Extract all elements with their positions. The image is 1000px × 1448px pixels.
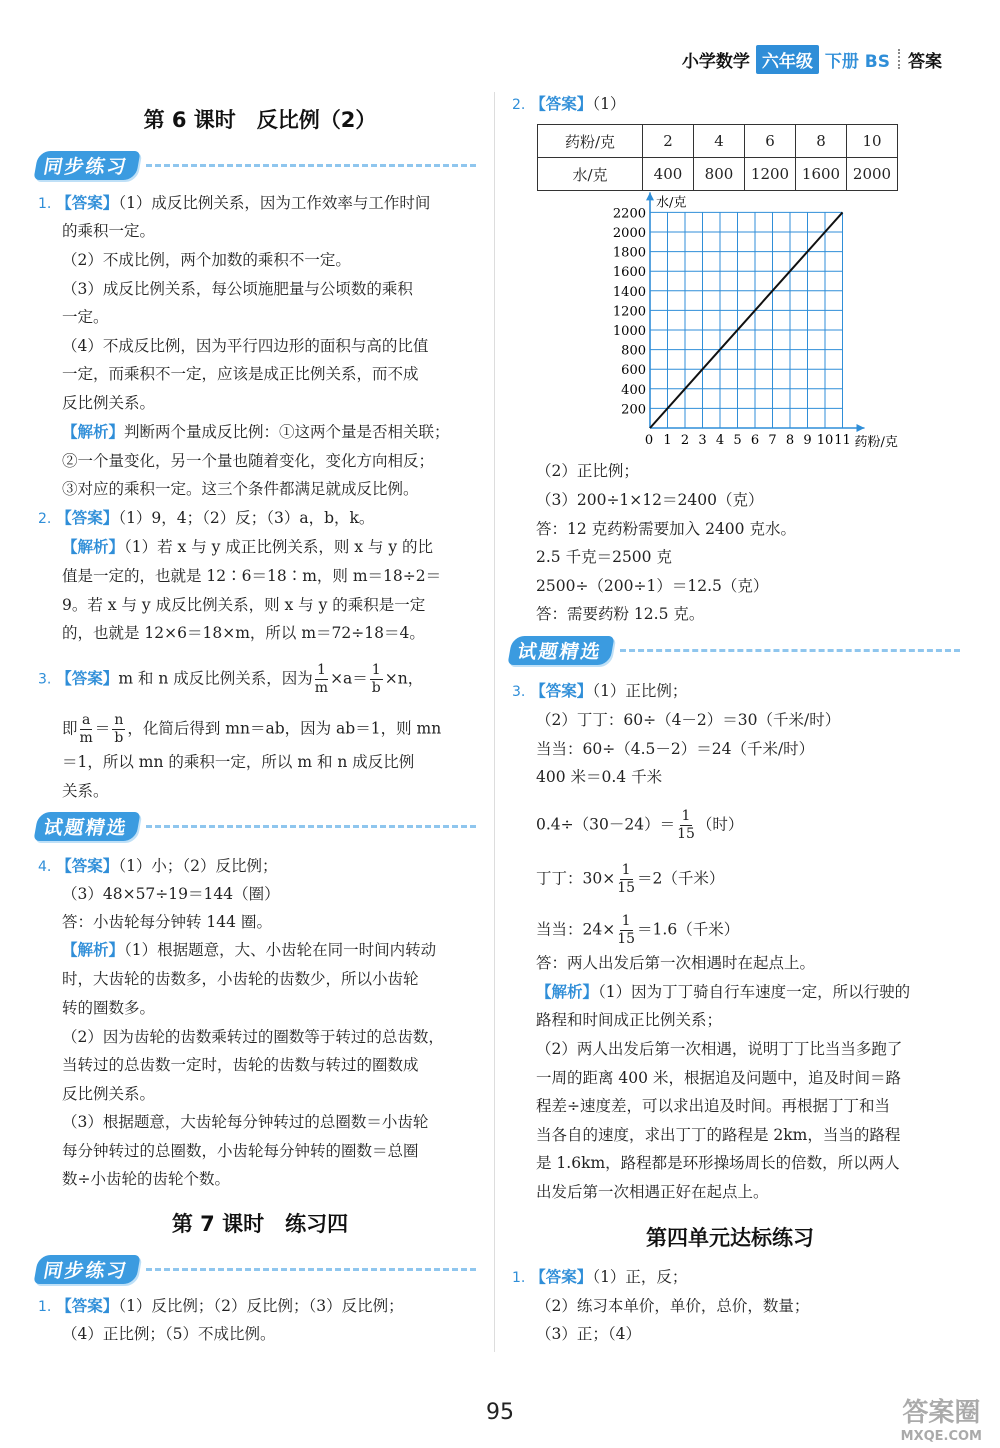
y-tick-label: 1000: [612, 324, 646, 339]
x-tick-label: 4: [715, 433, 725, 448]
header-subject: 小学数学: [681, 51, 750, 72]
watermark: [901, 1392, 982, 1444]
text-line: ＝: [94, 719, 111, 738]
banner-label: 试题精选: [507, 636, 614, 665]
fraction: [370, 662, 383, 697]
table-cell: 800: [694, 158, 745, 191]
fraction: [80, 712, 93, 747]
text-line: ＝1，所以 mn 的乘积一定，所以 m 和 n 成反比例: [62, 753, 415, 771]
text-line: 每分钟转过的总圈数，小齿轮每分钟转的圈数＝总圈: [62, 1142, 419, 1160]
text-line: 关系。: [62, 782, 109, 800]
q2-analysis-line: [62, 537, 433, 557]
y-tick-label: 600: [621, 363, 646, 379]
text-line: 转的圈数多。: [62, 999, 156, 1017]
question-number: 2.: [38, 511, 52, 527]
text-line: ，化简后得到 mn＝ab，因为 ab＝1，则 mn: [127, 719, 442, 738]
lesson7-title: 第 7 课时 练习四: [171, 1212, 349, 1236]
q3-answer-line: [38, 662, 423, 697]
page-header: [682, 44, 942, 74]
y-tick-label: 200: [621, 402, 646, 418]
q1-analysis-line: [62, 422, 450, 442]
text-line: 是 1.6km，路程都是环形操场周长的倍数，所以两人: [536, 1154, 900, 1172]
text-line: （1）成反比例关系，因为工作效率与工作时间: [118, 194, 431, 212]
fraction: [617, 862, 635, 897]
text-line: 9。若 x 与 y 成反比例关系，则 x 与 y 的乘积是一定: [62, 596, 426, 614]
text-line: 的，也就是 12×6＝18×m，所以 m＝72÷18＝4。: [62, 624, 425, 642]
text-line: m 和 n 成反比例关系，因为: [118, 669, 313, 688]
text-line: 2.5 千克＝2500 克: [536, 548, 672, 566]
right-q3-line-7: [536, 913, 739, 948]
answer-tag: 【答案】: [56, 193, 119, 212]
x-tick-label: 7: [768, 433, 777, 448]
text-line: 当当：24×: [536, 920, 616, 939]
page-number: 95: [486, 1400, 514, 1425]
answer-tag: 【答案】: [530, 94, 593, 113]
y-tick-label: 2200: [612, 206, 646, 222]
text-line: 当转过的总齿数一定时，齿轮的齿数与转过的圈数成: [62, 1056, 419, 1074]
q1-answer-line: [38, 193, 430, 214]
banner-label: 同步练习: [33, 1255, 140, 1284]
x-tick-label: 10: [816, 433, 834, 448]
text-line: （1）正，反；: [592, 1268, 688, 1286]
q4-answer-line: [38, 856, 278, 877]
table-row: [538, 158, 898, 191]
lesson6-title: 第 6 课时 反比例（2）: [143, 108, 377, 132]
x-tick-label: 6: [750, 433, 760, 448]
text-line: （2）因为齿轮的齿数乘转过的圈数等于转过的总齿数，: [62, 1028, 444, 1046]
x-tick-label: 5: [733, 433, 742, 448]
analysis-tag: 【解析】: [62, 537, 125, 556]
answer-tag: 【答案】: [56, 856, 119, 875]
text-line: 答：两人出发后第一次相遇时在起点上。: [536, 954, 816, 972]
denominator: m: [79, 730, 93, 746]
analysis-tag: 【解析】: [62, 940, 125, 959]
text-line: 反比例关系。: [62, 1085, 156, 1103]
text-line: （3）200÷1×12＝2400（克）: [536, 491, 764, 509]
text-line: ＝2（千米）: [637, 869, 725, 888]
unit-title: 第四单元达标练习: [646, 1226, 814, 1250]
table-cell: 400: [643, 158, 694, 191]
text-line: （1）反比例；（2）反比例；（3）反比例；: [118, 1297, 404, 1315]
header-volume: 下册 BS: [824, 51, 890, 72]
text-line: 400 米＝0.4 千米: [536, 768, 663, 786]
right-q3-line-6: [536, 862, 724, 897]
text-line: ＝1.6（千米）: [637, 920, 740, 939]
text-line: 2500÷（200÷1）＝12.5（克）: [536, 577, 769, 595]
numerator: 1: [681, 808, 691, 824]
y-tick-label: 800: [621, 343, 646, 359]
text-line: （2）正比例；: [536, 462, 639, 480]
x-tick-label: 0: [644, 433, 654, 448]
text-line: 丁丁：30×: [536, 869, 616, 888]
denominator: b: [371, 680, 381, 696]
text-line: 判断两个量成反比例：①这两个量是否相关联；: [124, 423, 450, 441]
question-number: 4.: [38, 859, 52, 875]
answer-tag: 【答案】: [530, 681, 593, 700]
right-unit-q1-answer-line: [512, 1267, 687, 1288]
text-line: 数÷小齿轮的齿轮个数。: [62, 1170, 230, 1188]
numerator: 1: [621, 913, 631, 929]
text-line: 当当：60÷（4.5－2）＝24（千米/时）: [536, 740, 815, 758]
analysis-tag: 【解析】: [62, 422, 125, 441]
text-line: （1）若 x 与 y 成正比例关系，则 x 与 y 的比: [124, 538, 434, 556]
x-tick-label: 9: [803, 433, 812, 448]
table-cell: 2: [643, 125, 694, 158]
text-line: 答：12 克药粉需要加入 2400 克水。: [536, 520, 796, 538]
header-grade-badge: 六年级: [756, 45, 819, 74]
fraction: [617, 913, 635, 948]
text-line: 的乘积一定。: [62, 222, 156, 240]
text-line: 一周的距离 400 米，根据追及问题中，追及时间＝路: [536, 1069, 901, 1087]
text-line: （2）练习本单价，单价，总价，数量；: [536, 1297, 810, 1315]
x-tick-label: 3: [698, 433, 707, 448]
section-banner-sync-2: [36, 1254, 476, 1284]
text-line: （4）正比例；（5）不成比例。: [62, 1325, 276, 1343]
text-line: 值是一定的，也就是 12∶6＝18∶m，则 m＝18÷2＝: [62, 567, 442, 585]
text-line: （1）9，4；（2）反；（3）a，b，k。: [118, 509, 375, 527]
banner-dash: [146, 164, 476, 167]
table-cell: 4: [694, 125, 745, 158]
text-line: （1）根据题意，大、小齿轮在同一时间内转动: [124, 941, 437, 959]
text-line: 当各自的速度，求出丁丁的路程是 2km，当当的路程: [536, 1126, 901, 1144]
table-cell: 10: [847, 125, 898, 158]
watermark-text: 答案圈: [902, 1398, 981, 1428]
series-line: [650, 212, 843, 428]
table-cell: 1600: [796, 158, 847, 191]
table-cell: 2000: [847, 158, 898, 191]
text-line: （3）48×57÷19＝144（圈）: [62, 885, 280, 903]
y-tick-label: 400: [621, 382, 646, 398]
watermark-url: MXQE.COM: [900, 1429, 982, 1444]
text-line: ×n，: [384, 669, 424, 688]
column-divider: [494, 92, 495, 1352]
numerator: 1: [371, 662, 381, 678]
text-line: 0.4÷（30－24）＝: [536, 815, 676, 834]
numerator: n: [114, 712, 124, 728]
section-banner-select-right: [510, 635, 960, 665]
table-cell: 1200: [745, 158, 796, 191]
text-line: 时，大齿轮的齿数多，小齿轮的齿数少，所以小齿轮: [62, 970, 419, 988]
answer-tag: 【答案】: [530, 1267, 593, 1286]
text-line: （3）正；（4）: [536, 1325, 641, 1343]
text-line: 程差÷速度差，可以求出追及时间。再根据丁丁和当: [536, 1097, 890, 1115]
x-axis-label: 药粉/克: [854, 435, 898, 450]
fraction: [677, 808, 695, 843]
y-tick-label: 1800: [612, 245, 646, 261]
numerator: 1: [316, 662, 326, 678]
text-line: （4）不成反比例，因为平行四边形的面积与高的比值: [62, 337, 429, 355]
question-number: 1.: [38, 196, 52, 212]
answer-tag: 【答案】: [56, 668, 119, 688]
numerator: a: [81, 712, 91, 728]
analysis-tag: 【解析】: [536, 982, 599, 1001]
text-line: 答：需要药粉 12.5 克。: [536, 605, 705, 623]
text-line: （1）小；（2）反比例；: [118, 857, 278, 875]
text-line: （2）两人出发后第一次相遇，说明丁丁比当当多跑了: [536, 1040, 903, 1058]
text-line: 出发后第一次相遇正好在起点上。: [536, 1183, 769, 1201]
question-number: 1.: [512, 1270, 526, 1286]
text-line: （1）因为丁丁骑自行车速度一定，所以行驶的: [598, 983, 911, 1001]
y-tick-label: 2000: [612, 226, 646, 241]
text-line: （3）根据题意，大齿轮每分钟转过的总圈数＝小齿轮: [62, 1113, 429, 1131]
text-line: ③对应的乘积一定。这三个条件都满足就成反比例。: [62, 480, 419, 498]
text-line: （2）丁丁：60÷（4－2）＝30（千米/时）: [536, 711, 841, 729]
q3-line-2: [62, 712, 441, 747]
text-line: 路程和时间成正比例关系；: [536, 1011, 723, 1029]
y-tick-label: 1600: [612, 265, 646, 281]
data-table: [537, 124, 898, 191]
text-line: 一定。: [62, 308, 109, 326]
text-line: （3）成反比例关系，每公顷施肥量与公顷数的乘积: [62, 280, 413, 298]
answer-tag: 【答案】: [56, 1296, 119, 1315]
table-row: [538, 125, 898, 158]
section-banner-select: [36, 811, 476, 841]
y-axis-label: 水/克: [656, 195, 687, 211]
line-chart: [580, 195, 898, 460]
x-tick-label: 2: [680, 433, 690, 448]
text-line: （时）: [696, 815, 744, 834]
denominator: 15: [617, 880, 636, 896]
x-tick-label: 1: [663, 433, 672, 448]
right-q3-answer-line: [512, 681, 687, 702]
text-line: 即: [62, 719, 78, 738]
right-q3-line-5: [536, 808, 743, 843]
denominator: b: [114, 730, 124, 746]
q2-answer-line: [38, 508, 374, 529]
question-number: 3.: [512, 684, 526, 700]
table-header-cell: 药粉/克: [538, 125, 643, 158]
text-line: 反比例关系。: [62, 394, 156, 412]
right-q3-analysis-line: [536, 982, 910, 1002]
text-line: （1）正比例；: [592, 682, 688, 700]
header-divider: [898, 49, 900, 69]
denominator: 15: [677, 826, 695, 842]
text-line: ②一个量变化，另一个量也随着变化，变化方向相反；: [62, 452, 435, 470]
text-line: ×a＝: [330, 669, 368, 688]
banner-label: 同步练习: [33, 151, 140, 180]
table-cell: 8: [796, 125, 847, 158]
section-banner-sync: [36, 150, 476, 180]
text-line: 答：小齿轮每分钟转 144 圈。: [62, 913, 272, 931]
text-line: 一定，而乘积不一定，应该是成正比例关系，而不成: [62, 365, 419, 383]
right-q2-answer-line: [512, 94, 625, 115]
banner-dash: [620, 649, 960, 652]
q4-analysis-line: [62, 940, 436, 960]
x-axis-arrow: [857, 424, 865, 432]
denominator: m: [314, 680, 329, 696]
fraction: [112, 712, 125, 747]
banner-label: 试题精选: [33, 812, 140, 841]
text-line: （2）不成比例，两个加数的乘积不一定。: [62, 251, 351, 269]
answer-tag: 【答案】: [56, 508, 119, 527]
y-tick-label: 1400: [612, 284, 646, 300]
question-number: 2.: [512, 97, 526, 113]
table-header-cell: 水/克: [538, 158, 643, 191]
x-tick-label: 11: [834, 433, 851, 448]
header-answer: 答案: [908, 51, 942, 72]
numerator: 1: [621, 862, 631, 878]
x-tick-label: 8: [785, 433, 795, 448]
banner-dash: [146, 825, 476, 828]
y-tick-label: 1200: [612, 304, 646, 320]
fraction: [315, 662, 328, 697]
y-axis-arrow: [646, 192, 654, 200]
denominator: 15: [617, 931, 636, 947]
question-number: 1.: [38, 1299, 52, 1315]
question-number: 3.: [38, 671, 52, 688]
lesson7-q1-answer-line: [38, 1296, 404, 1317]
table-cell: 6: [745, 125, 796, 158]
banner-dash: [146, 1268, 476, 1271]
text-line: （1）: [592, 95, 626, 113]
